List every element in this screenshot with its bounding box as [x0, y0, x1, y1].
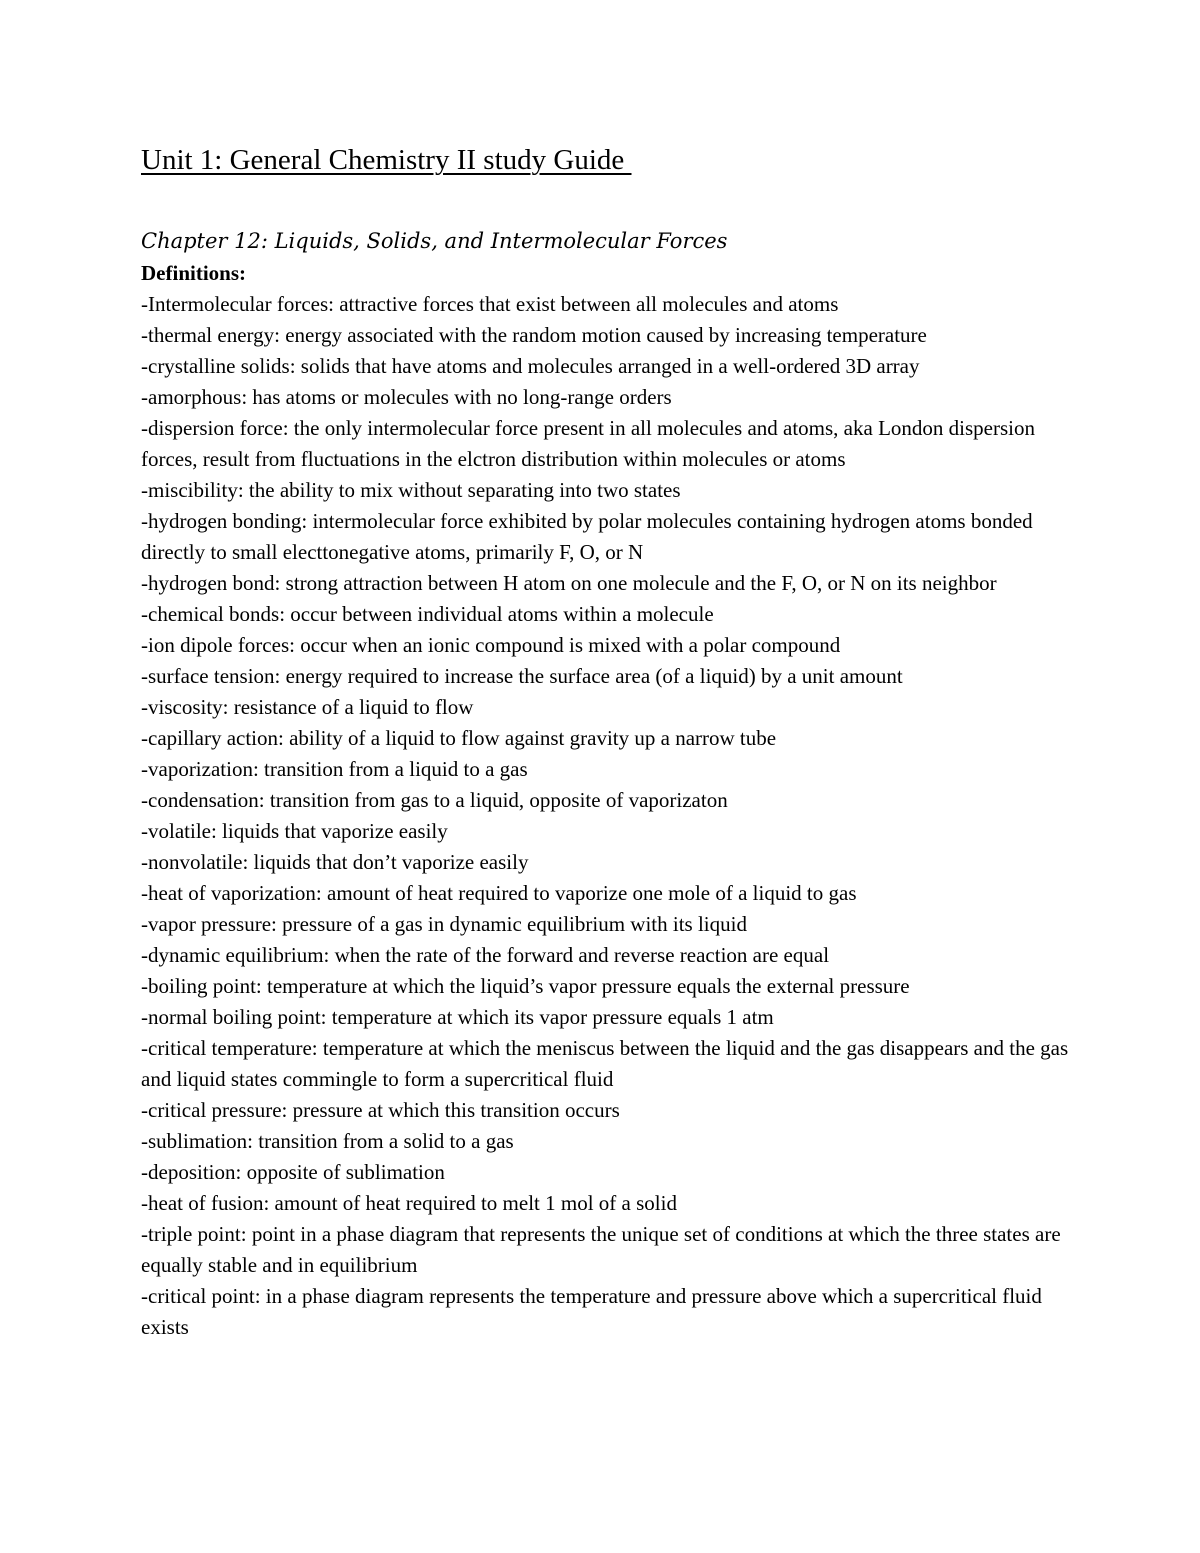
definition-item: -hydrogen bond: strong attraction between H atom on one molecule and the F, O, or N on its neighbor: [141, 571, 997, 595]
definition-item: -heat of vaporization: amount of heat required to vaporize one mole of a liquid to gas: [141, 881, 857, 905]
definition-item: -boiling point: temperature at which the liquid’s vapor pressure equals the external pressure: [141, 974, 910, 998]
document-body: [141, 140, 1081, 1343]
definition-item: -deposition: opposite of sublimation: [141, 1160, 445, 1184]
definition-item: -dispersion force: the only intermolecular force present in all molecules and atoms, aka London dispersion forces, result from fluctuations in the elctron distribution within molecules or atoms: [141, 416, 1035, 471]
definition-item: -sublimation: transition from a solid to a gas: [141, 1129, 514, 1153]
definitions-list: [141, 289, 1081, 1343]
definition-item: -surface tension: energy required to increase the surface area (of a liquid) by a unit amount: [141, 664, 903, 688]
definition-item: -miscibility: the ability to mix without separating into two states: [141, 478, 681, 502]
definition-item: -crystalline solids: solids that have atoms and molecules arranged in a well-ordered 3D array: [141, 354, 920, 378]
definition-item: -chemical bonds: occur between individual atoms within a molecule: [141, 602, 714, 626]
definition-item: -critical point: in a phase diagram represents the temperature and pressure above which a supercritical fluid exists: [141, 1284, 1042, 1339]
definition-item: -critical temperature: temperature at which the meniscus between the liquid and the gas disappears and the gas and liquid states commingle to form a supercritical fluid: [141, 1036, 1069, 1091]
definition-item: -vapor pressure: pressure of a gas in dynamic equilibrium with its liquid: [141, 912, 747, 936]
definition-item: -ion dipole forces: occur when an ionic compound is mixed with a polar compound: [141, 633, 841, 657]
definition-item: -nonvolatile: liquids that don’t vaporize easily: [141, 850, 529, 874]
definition-item: -amorphous: has atoms or molecules with no long-range orders: [141, 385, 672, 409]
definition-item: -Intermolecular forces: attractive forces that exist between all molecules and atoms: [141, 292, 839, 316]
definition-item: -dynamic equilibrium: when the rate of the forward and reverse reaction are equal: [141, 943, 830, 967]
definition-item: -thermal energy: energy associated with the random motion caused by increasing temperature: [141, 323, 927, 347]
definition-item: -critical pressure: pressure at which this transition occurs: [141, 1098, 620, 1122]
definition-item: -triple point: point in a phase diagram that represents the unique set of conditions at which the three states are equally stable and in equilibrium: [141, 1222, 1061, 1277]
definition-item: -hydrogen bonding: intermolecular force exhibited by polar molecules containing hydrogen atoms bonded directly to small electtonegative atoms, primarily F, O, or N: [141, 509, 1033, 564]
definition-item: -capillary action: ability of a liquid to flow against gravity up a narrow tube: [141, 726, 777, 750]
definition-item: -condensation: transition from gas to a liquid, opposite of vaporizaton: [141, 788, 728, 812]
definition-item: -volatile: liquids that vaporize easily: [141, 819, 448, 843]
chapter-heading: Chapter 12: Liquids, Solids, and Intermolecular Forces: [141, 229, 728, 253]
document-title: Unit 1: General Chemistry II study Guide: [141, 144, 632, 176]
definition-item: -normal boiling point: temperature at which its vapor pressure equals 1 atm: [141, 1005, 774, 1029]
definitions-label: Definitions:: [141, 261, 246, 285]
definition-item: -vaporization: transition from a liquid to a gas: [141, 757, 528, 781]
definition-item: -heat of fusion: amount of heat required to melt 1 mol of a solid: [141, 1191, 677, 1215]
definition-item: -viscosity: resistance of a liquid to flow: [141, 695, 474, 719]
